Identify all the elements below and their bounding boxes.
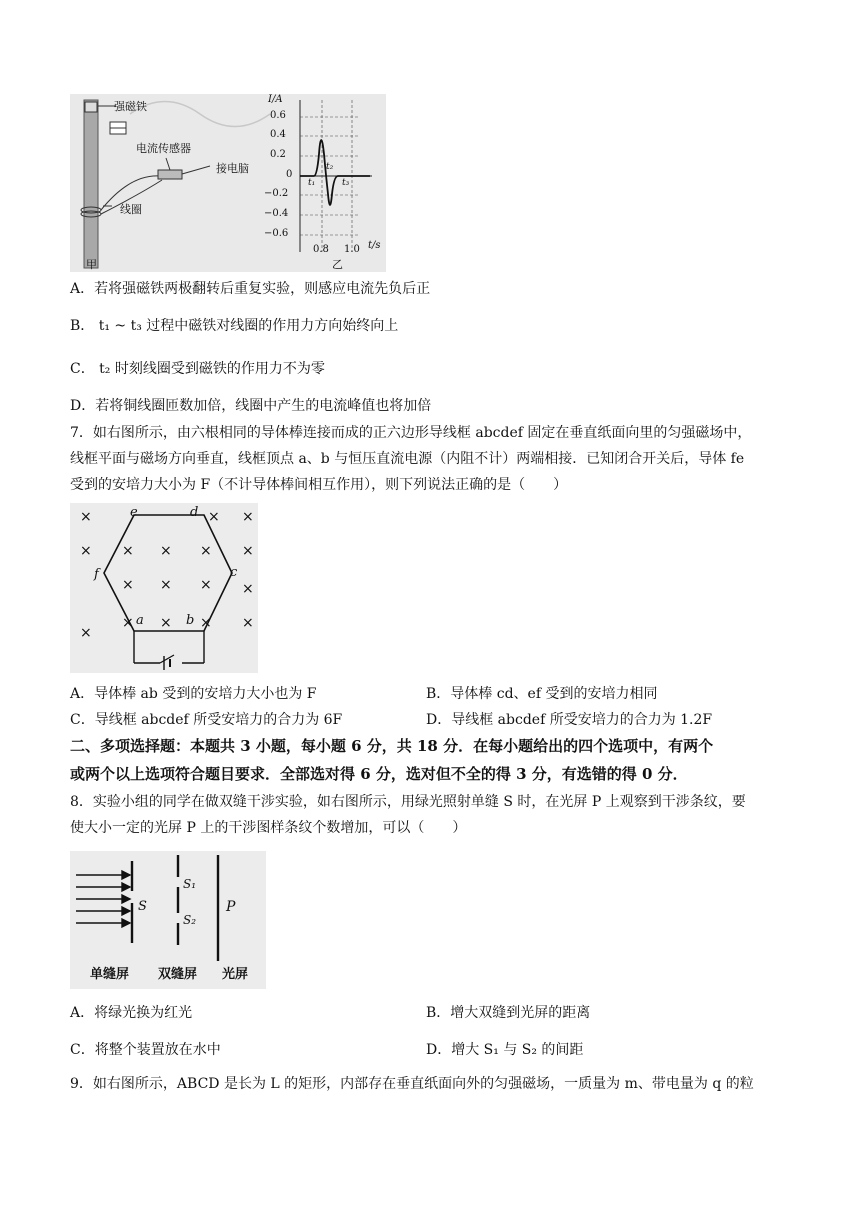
slit-s2-label: S₂ xyxy=(183,913,197,927)
single-slit-label: 单缝屏 xyxy=(90,967,130,982)
light-rays xyxy=(76,871,130,927)
q8-figure xyxy=(70,851,266,989)
section-2-heading-line-1: 二、多项选择题：本题共 3 小题，每小题 6 分，共 18 分．在每小题给出的四个选项中，有两个 xyxy=(70,737,714,755)
q6-option-a: A．若将强磁铁两极翻转后重复实验，则感应电流先负后正 xyxy=(70,281,431,297)
screen-p-label: P xyxy=(226,899,236,915)
magnetic-field-crosses xyxy=(80,509,254,641)
y-tick: −0.4 xyxy=(264,208,289,219)
q6-option-b: B． t₁ ~ t₃ 过程中磁铁对线圈的作用力方向始终向上 xyxy=(70,318,399,334)
screen-label: 光屏 xyxy=(222,967,249,982)
t3-label: t₃ xyxy=(342,178,350,188)
computer-label: 接电脑 xyxy=(216,162,249,175)
q8-option-b: B．增大双缝到光屏的距离 xyxy=(426,1005,591,1021)
hexagon-frame xyxy=(104,515,232,631)
svg-text:×: × xyxy=(242,615,254,631)
svg-text:×: × xyxy=(200,577,212,593)
double-slit-label: 双缝屏 xyxy=(158,967,198,982)
x-axis-label: t/s xyxy=(368,240,381,251)
q7-option-c: C．导线框 abcdef 所受安培力的合力为 6F xyxy=(70,712,343,728)
current-sensor xyxy=(158,170,182,179)
glass-tube xyxy=(84,100,98,268)
vertex-c: c xyxy=(230,565,238,580)
section-2-heading-line-2: 或两个以上选项符合题目要求．全部选对得 6 分，选对但不全的得 3 分，有选错的得 0 分． xyxy=(70,765,688,783)
q8-option-d: D．增大 S₁ 与 S₂ 的间距 xyxy=(426,1042,584,1058)
vertex-f: f xyxy=(94,567,99,582)
sensor-label: 电流传感器 xyxy=(136,142,191,155)
slit-s-label: S xyxy=(138,899,147,914)
q6-option-d: D．若将铜线圈匝数加倍，线圈中产生的电流峰值也将加倍 xyxy=(70,398,432,414)
y-tick: −0.6 xyxy=(264,228,289,239)
q8-option-a: A．将绿光换为红光 xyxy=(70,1005,193,1021)
vertex-a: a xyxy=(136,613,144,628)
current-time-graph xyxy=(300,100,372,252)
vertex-b: b xyxy=(186,613,195,628)
y-tick: 0.6 xyxy=(270,110,286,121)
magnet xyxy=(85,102,97,112)
t2-label: t₂ xyxy=(326,162,334,172)
q6-option-c: C． t₂ 时刻线圈受到磁铁的作用力不为零 xyxy=(70,361,325,377)
vertex-e: e xyxy=(130,505,138,520)
t1-label: t₁ xyxy=(308,178,316,188)
svg-text:×: × xyxy=(122,615,134,631)
q9-stem-line-1: 9．如右图所示，ABCD 是长为 L 的矩形，内部存在垂直纸面向外的匀强磁场，一质量为 m、带电量为 q 的粒 xyxy=(70,1076,754,1092)
q7-option-d: D．导线框 abcdef 所受安培力的合力为 1.2F xyxy=(426,712,713,728)
svg-text:×: × xyxy=(122,543,134,559)
switch xyxy=(160,655,174,663)
figure-caption-jia: 甲 xyxy=(86,258,97,271)
x-tick: 0.8 xyxy=(313,244,329,255)
coil-label: 线圈 xyxy=(120,203,142,216)
svg-text:×: × xyxy=(242,581,254,597)
y-tick: 0.4 xyxy=(270,129,286,140)
svg-text:×: × xyxy=(242,509,254,525)
q7-stem-line-1: 7．如右图所示，由六根相同的导体棒连接而成的正六边形导线框 abcdef 固定在垂直纸面向里的匀强磁场中， xyxy=(70,425,752,441)
y-axis-label: I/A xyxy=(268,94,283,105)
y-tick: 0.2 xyxy=(270,149,286,160)
q7-figure xyxy=(70,503,258,673)
magnet-label: 强磁铁 xyxy=(114,100,147,113)
y-tick: −0.2 xyxy=(264,188,289,199)
q7-stem-line-3: 受到的安培力大小为 F（不计导体棒间相互作用），则下列说法正确的是（ ） xyxy=(70,477,568,493)
q7-stem-line-2: 线框平面与磁场方向垂直，线框顶点 a、b 与恒压直流电源（内阻不计）两端相接．已知闭合开关后，导体 fe xyxy=(70,451,745,467)
q8-stem-line-1: 8．实验小组的同学在做双缝干涉实验，如右图所示，用绿光照射单缝 S 时，在光屏 P 上观察到干涉条纹，要 xyxy=(70,794,746,810)
q7-hexagon-svg xyxy=(70,503,258,673)
svg-text:×: × xyxy=(160,577,172,593)
svg-text:×: × xyxy=(160,615,172,631)
slit-s1-label: S₁ xyxy=(183,877,197,891)
q6-figure xyxy=(70,94,386,272)
svg-text:×: × xyxy=(160,543,172,559)
svg-text:×: × xyxy=(200,615,212,631)
svg-text:×: × xyxy=(208,509,220,525)
figure-caption-yi: 乙 xyxy=(332,258,343,271)
svg-text:×: × xyxy=(80,625,92,641)
y-tick: 0 xyxy=(286,169,293,180)
svg-text:×: × xyxy=(122,577,134,593)
vertex-d: d xyxy=(190,505,199,520)
q6-figure-svg xyxy=(70,94,386,272)
svg-text:×: × xyxy=(200,543,212,559)
q8-stem-line-2: 使大小一定的光屏 P 上的干涉图样条纹个数增加，可以（ ） xyxy=(70,820,467,836)
svg-text:×: × xyxy=(242,543,254,559)
q7-option-a: A．导体棒 ab 受到的安培力大小也为 F xyxy=(70,686,317,702)
q8-option-c: C．将整个装置放在水中 xyxy=(70,1042,221,1058)
q7-option-b: B．导体棒 cd、ef 受到的安培力相同 xyxy=(426,686,658,702)
x-tick: 1.0 xyxy=(344,244,360,255)
svg-text:×: × xyxy=(80,543,92,559)
svg-text:×: × xyxy=(80,509,92,525)
